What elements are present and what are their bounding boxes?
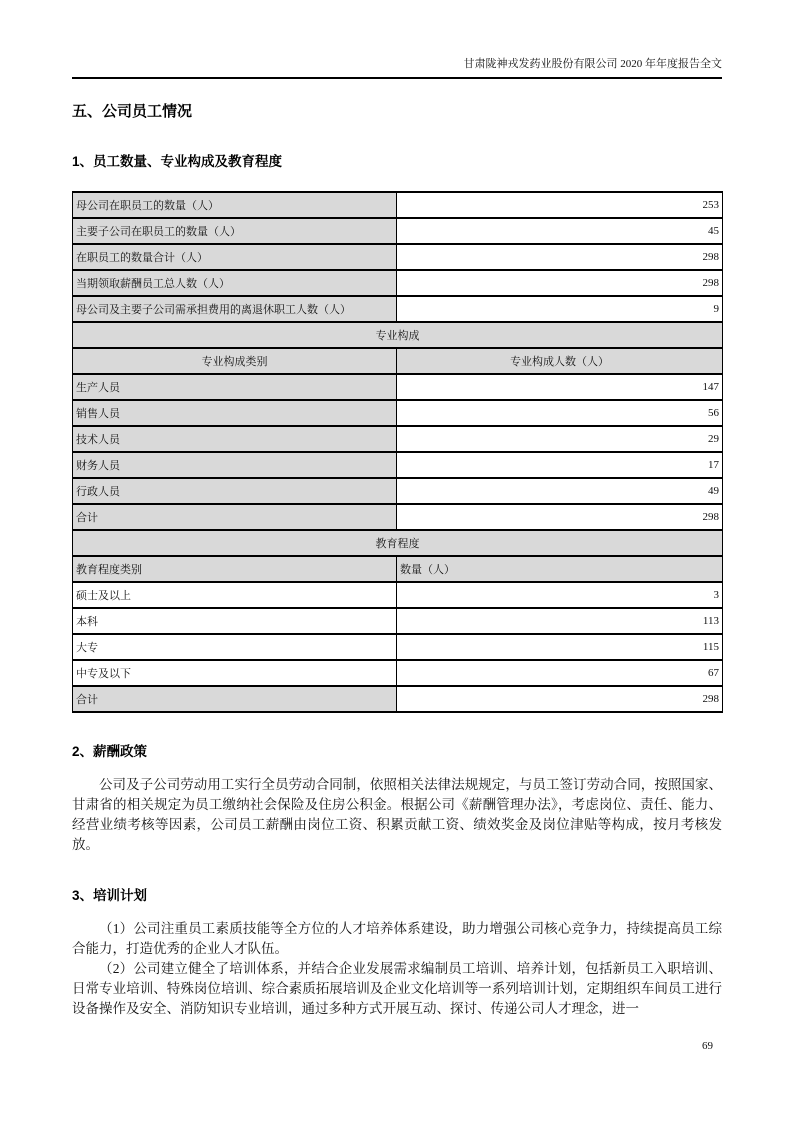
row-label: 在职员工的数量合计（人） [73, 244, 397, 270]
column-header-count: 专业构成人数（人） [397, 348, 723, 374]
training-paragraph-2: （2）公司建立健全了培训体系，并结合企业发展需求编制员工培训、培养计划，包括新员工入职培训、日常专业培训、特殊岗位培训、综合素质拓展培训及企业文化培训等一系列培训计划，定期组织车间员工进行设备操作及安全、消防知识专业培训，通过多种方式开展互动、探讨、传递公司人才理念，进一 [72, 961, 722, 1016]
salary-paragraph: 公司及子公司劳动用工实行全员劳动合同制，依照相关法律法规规定，与员工签订劳动合同，按照国家、甘肃省的相关规定为员工缴纳社会保险及住房公积金。根据公司《薪酬管理办法》，考虑岗位、责任、能力、经营业绩考核等因素，公司员工薪酬由岗位工资、积累贡献工资、绩效奖金及岗位津贴等构成，按月考核发放。 [72, 777, 722, 852]
table-row [73, 296, 723, 322]
training-paragraph-1: （1）公司注重员工素质技能等全方位的人才培养体系建设，助力增强公司核心竞争力，持续提高员工综合能力，打造优秀的企业人才队伍。 [72, 921, 722, 956]
row-label: 硕士及以上 [73, 582, 397, 608]
row-label: 合计 [73, 504, 397, 530]
row-value: 147 [397, 374, 723, 400]
table-row [73, 270, 723, 296]
table-row-total [73, 686, 723, 712]
employee-table [72, 191, 723, 713]
row-value: 298 [397, 504, 723, 530]
row-label: 行政人员 [73, 478, 397, 504]
profession-header-row [73, 348, 723, 374]
table-row [73, 608, 723, 634]
row-value: 113 [397, 608, 723, 634]
row-value: 115 [397, 634, 723, 660]
table-row [73, 400, 723, 426]
row-label: 生产人员 [73, 374, 397, 400]
row-label: 财务人员 [73, 452, 397, 478]
row-label: 当期领取薪酬员工总人数（人） [73, 270, 397, 296]
subsection-title-salary: 2、薪酬政策 [72, 744, 148, 759]
column-header-count: 数量（人） [397, 556, 723, 582]
row-value: 29 [397, 426, 723, 452]
row-label: 主要子公司在职员工的数量（人） [73, 218, 397, 244]
profession-band-row [73, 322, 723, 348]
row-value: 298 [397, 686, 723, 712]
table-row [73, 634, 723, 660]
table-row [73, 192, 723, 218]
education-header-row [73, 556, 723, 582]
running-header: 甘肃陇神戎发药业股份有限公司 2020 年年度报告全文 [463, 58, 722, 70]
row-value: 17 [397, 452, 723, 478]
subsection-title-training: 3、培训计划 [72, 888, 148, 903]
row-value: 298 [397, 270, 723, 296]
column-header-category: 教育程度类别 [73, 556, 397, 582]
table-row [73, 452, 723, 478]
subsection-title-headcount: 1、员工数量、专业构成及教育程度 [72, 154, 283, 169]
section-title-employees: 五、公司员工情况 [72, 103, 193, 120]
table-row [73, 374, 723, 400]
page-number: 69 [702, 1040, 713, 1052]
table-row [73, 582, 723, 608]
education-band-title: 教育程度 [73, 530, 723, 556]
table-row [73, 478, 723, 504]
row-value: 298 [397, 244, 723, 270]
row-label: 本科 [73, 608, 397, 634]
row-label: 销售人员 [73, 400, 397, 426]
table-row [73, 426, 723, 452]
row-label: 母公司及主要子公司需承担费用的离退休职工人数（人） [73, 296, 397, 322]
table-row [73, 218, 723, 244]
row-value: 67 [397, 660, 723, 686]
row-value: 45 [397, 218, 723, 244]
profession-band-title: 专业构成 [73, 322, 723, 348]
row-value: 56 [397, 400, 723, 426]
row-value: 9 [397, 296, 723, 322]
column-header-category: 专业构成类别 [73, 348, 397, 374]
table-row [73, 244, 723, 270]
table-row [73, 660, 723, 686]
row-label: 中专及以下 [73, 660, 397, 686]
row-value: 49 [397, 478, 723, 504]
table-row-total [73, 504, 723, 530]
row-value: 3 [397, 582, 723, 608]
row-label: 合计 [73, 686, 397, 712]
row-label: 大专 [73, 634, 397, 660]
header-rule [72, 77, 722, 79]
row-value: 253 [397, 192, 723, 218]
row-label: 母公司在职员工的数量（人） [73, 192, 397, 218]
row-label: 技术人员 [73, 426, 397, 452]
education-band-row [73, 530, 723, 556]
